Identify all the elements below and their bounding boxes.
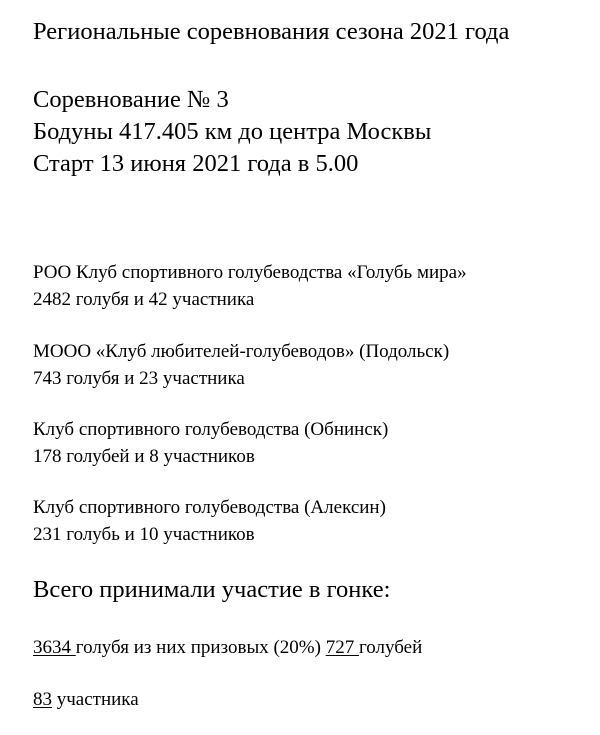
club-1-name: РОО Клуб спортивного голубеводства «Голубь мира»: [33, 262, 467, 283]
club-3-stats: 178 голубей и 8 участников: [33, 446, 255, 467]
club-4-name: Клуб спортивного голубеводства (Алексин): [33, 497, 386, 518]
participants-text: участника: [52, 689, 139, 710]
club-1-stats: 2482 голубя и 42 участника: [33, 289, 255, 310]
total-participants-value: 83: [33, 689, 52, 710]
prize-pigeons-value: 727: [325, 637, 359, 658]
pigeons-mid-text: голубя из них призовых (20%): [75, 637, 326, 658]
club-4-stats: 231 голубь и 10 участников: [33, 524, 255, 545]
club-2-name: МООО «Клуб любителей-голубеводов» (Подольск): [33, 341, 450, 362]
competition-number: Соревнование № 3: [33, 86, 229, 113]
total-pigeons-value: 3634: [33, 637, 76, 658]
summary-pigeons-line: [33, 638, 422, 657]
page-title: Региональные соревнования сезона 2021 года: [33, 18, 510, 45]
club-2-stats: 743 голубя и 23 участника: [33, 368, 245, 389]
summary-participants-line: [33, 690, 139, 709]
summary-heading: Всего принимали участие в гонке:: [33, 576, 391, 603]
pigeons-end-text: голубей: [358, 637, 423, 658]
competition-distance: Бодуны 417.405 км до центра Москвы: [33, 118, 432, 145]
club-3-name: Клуб спортивного голубеводства (Обнинск): [33, 419, 389, 440]
competition-start: Старт 13 июня 2021 года в 5.00: [33, 150, 359, 177]
